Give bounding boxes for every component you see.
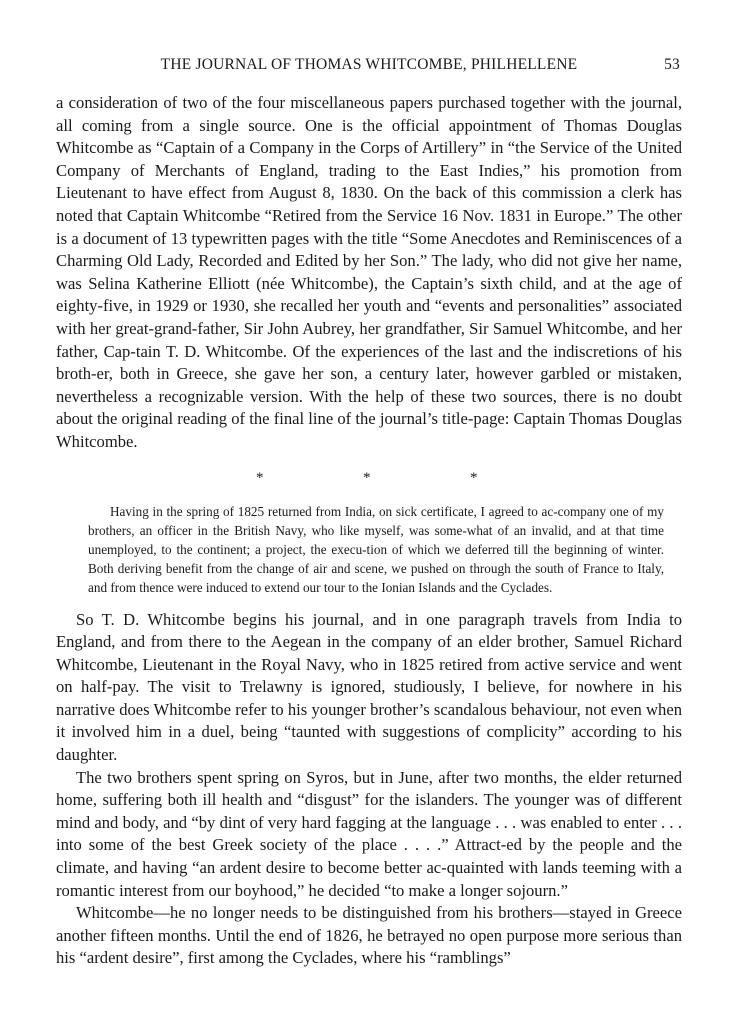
page-number: 53 [664,56,680,73]
running-head [56,48,682,76]
paragraph-2: So T. D. Whitcombe begins his journal, and in one paragraph travels from India to England, and from there to the Aegean in the company of an elder brother, Samuel Richard Whitcombe, Lieutenant in the Royal Navy, who in 1825 retired from active service and went on half-pay. The visit to Trelawny is ignored, studiously, I believe, for nowhere in his narrative does Whitcombe refer to his younger brother’s scandalous behaviour, not even when it involved him in a duel, being “taunted with suggestions of complicity” according to his daughter. [56,609,682,765]
journal-page [56,48,682,970]
paragraph-4: Whitcombe—he no longer needs to be distinguished from his brothers—stayed in Greece another fifteen months. Until the end of 1826, he betrayed no open purpose more serious than his “ardent desire”, first among the Cyclades, where his “ramblings” [56,903,682,968]
block-quote: Having in the spring of 1825 returned from India, on sick certificate, I agreed to ac-company one of my brothers, an officer in the British Navy, who like myself, was some-what of an invalid, and at that time unemployed, to the continent; a project, the execu-tion of which we deferred till the beginning of winter. Both deriving benefit from the change of air and scene, we pushed on through the south of France to Italy, and from thence were induced to extend our tour to the Ionian Islands and the Cyclades. [88,503,664,595]
asterisk: * [363,469,371,486]
paragraph-3: The two brothers spent spring on Syros, but in June, after two months, the elder returned home, suffering both ill health and “disgust” for the islanders. The younger was of different mind and body, and “by dint of very hard fagging at the language . . . was enabled to enter . . . into some of the best Greek society of the place . . . .” Attract-ed by the people and the climate, and having “an ardent desire to become better ac-quainted with lands teeming with a romantic interest from our boyhood,” he decided “to make a longer sojourn.” [56,767,682,900]
paragraph-1: a consideration of two of the four miscellaneous papers purchased together with the journal, all coming from a single source. One is the official appointment of Thomas Douglas Whitcombe as “Captain of a Company in the Corps of Artillery” in “the Service of the United Company of Merchants of England, trading to the East Indies,” his promotion from Lieutenant to have effect from August 8, 1830. On the back of this commission a clerk has noted that Captain Whitcombe “Retired from the Service 16 Nov. 1831 in Europe.” The other is a document of 13 typewritten pages with the title “Some Anecdotes and Reminiscences of a Charming Old Lady, Recorded and Edited by her Son.” The lady, who did not give her name, was Selina Katherine Elliott (née Whitcombe), the Captain’s sixth child, and at the age of eighty-five, in 1929 or 1930, she recalled her youth and “events and personalities” associated with her great-grand-father, Sir John Aubrey, her grandfather, Sir Samuel Whitcombe, and her father, Cap-tain T. D. Whitcombe. Of the experiences of the last and the indiscretions of his broth-er, both in Greece, she gave her son, a century later, however garbled or mistaken, nevertheless a recognizable version. With the help of these two sources, there is no doubt about the original reading of the final line of the journal’s title-page: Captain Thomas Douglas Whitcombe. [56,93,682,451]
asterisk: * [470,469,478,486]
section-break [56,462,682,494]
asterisk: * [256,469,264,486]
running-title: THE JOURNAL OF THOMAS WHITCOMBE, PHILHELLENE [160,56,578,73]
